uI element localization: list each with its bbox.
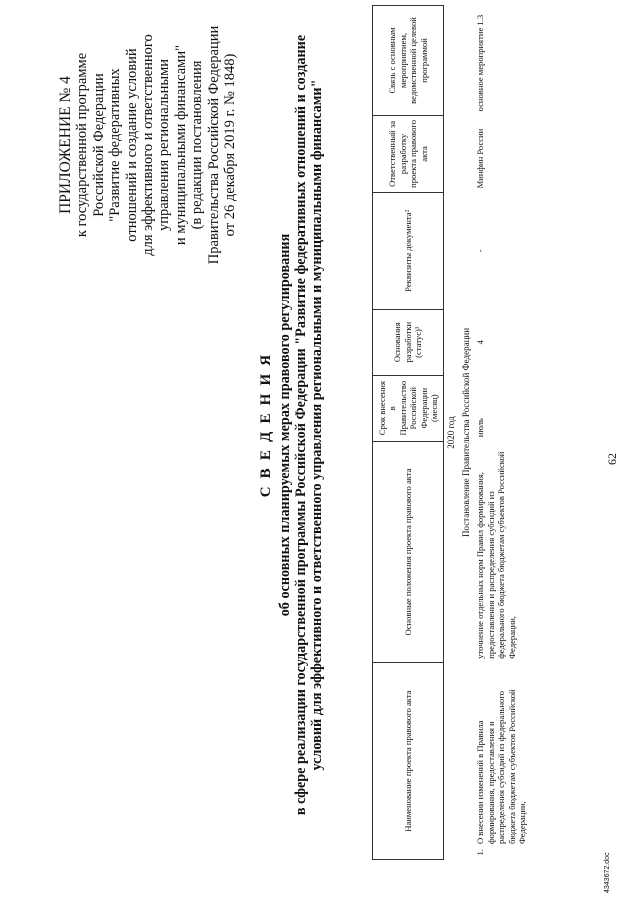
- document-subtitle: условий для эффективного и ответственного управления региональными и муниципальными финансами": [309, 79, 325, 771]
- appendix-line: "Развитие федеративных: [107, 68, 124, 222]
- table-row: [473, 6, 530, 860]
- header-link: Связь с основным мероприятием, ведомственной целевой программой: [373, 6, 444, 116]
- cell-requisites: -: [475, 249, 485, 253]
- row-name: О внесении изменений в Правила формирования, предоставления и распределения субсидий из федерального бюджета бюджетам субъектов Российской Федерации,: [475, 689, 527, 845]
- header-act-name: Наименование проекта правового акта: [373, 663, 444, 860]
- year-label: 2020 год: [446, 416, 456, 449]
- header-deadline: Срок внесения в Правительство Российской Федерации (месяц): [373, 375, 444, 441]
- measures-table: [372, 5, 530, 860]
- row-number: 1.: [475, 849, 485, 856]
- document-subtitle: об основных планируемых мерах правового регулирования: [277, 233, 293, 617]
- header-basis: Основания разработки (статус)¹: [373, 309, 444, 375]
- appendix-line: от 26 декабря 2019 г. № 1848): [222, 53, 239, 237]
- act-type-row: [459, 6, 474, 860]
- header-requisites: Реквизиты документа²: [373, 192, 444, 309]
- header-responsible: Ответственный за разработку проекта правового акта: [373, 115, 444, 192]
- cell-basis: 4: [475, 340, 485, 345]
- cell-act-name: [473, 663, 530, 860]
- cell-responsible: Минфин России: [475, 128, 485, 189]
- appendix-line: Правительства Российской Федерации: [205, 25, 222, 265]
- act-type-label: Постановление Правительства Российской Федерации: [460, 327, 471, 538]
- appendix-line: для эффективного и ответственного: [140, 34, 157, 256]
- appendix-line: к государственной программе: [74, 52, 91, 238]
- year-row: [444, 6, 459, 860]
- appendix-line: и муниципальными финансами": [172, 44, 189, 246]
- document-subtitle: в сфере реализации государственной программы Российской Федерации "Развитие федеративных отношений и создание: [293, 34, 309, 816]
- file-reference: 4343672.doc: [604, 852, 611, 893]
- cell-link: основное мероприятие 1.3: [475, 14, 485, 112]
- document-title: С В Е Д Е Н И Я: [258, 352, 274, 498]
- header-provisions: Основные положения проекта правового акта: [373, 441, 444, 663]
- cell-provisions: уточнение отдельных норм Правил формирования, предоставления и распределения субсидий из федерального бюджета бюджетам субъектов Российской Федерации,: [475, 451, 517, 659]
- appendix-line: (в редакции постановления: [189, 60, 206, 230]
- page-number: 62: [605, 453, 619, 465]
- appendix-title: ПРИЛОЖЕНИЕ № 4: [57, 76, 74, 214]
- appendix-line: управления региональными: [156, 58, 173, 232]
- appendix-line: Российской Федерации: [90, 73, 107, 217]
- table-header-row: [373, 6, 444, 860]
- appendix-block: [58, 15, 238, 275]
- document-heading: [258, 15, 325, 835]
- cell-deadline: июль: [475, 418, 485, 438]
- appendix-line: отношений и создание условий: [123, 48, 140, 242]
